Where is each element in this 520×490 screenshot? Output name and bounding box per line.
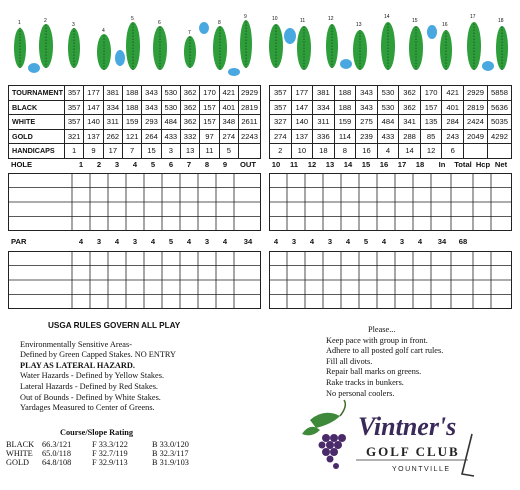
- yardage-cell: 401: [442, 100, 464, 115]
- slope-front: F 32.7/119: [92, 449, 128, 458]
- yardage-cell: 170: [200, 86, 219, 101]
- handicap-cell: [488, 144, 512, 159]
- par-value: 4: [309, 237, 315, 246]
- map-hole-number: 4: [102, 28, 105, 34]
- yardage-cell: 327: [270, 115, 292, 130]
- table-row: [9, 86, 261, 101]
- table-row: [9, 100, 261, 115]
- handicap-cell: 11: [200, 144, 219, 159]
- par-total-value: 68: [458, 237, 468, 246]
- slope-back: B 31.9/103: [152, 458, 189, 467]
- slope-heading: Course/Slope Rating: [60, 428, 134, 437]
- hole-number: 5: [150, 160, 156, 169]
- table-row: [270, 144, 512, 159]
- hole-number: 10: [271, 160, 281, 169]
- hole-number: 3: [114, 160, 120, 169]
- yardage-cell: 357: [270, 86, 292, 101]
- map-hole-number: 15: [412, 18, 418, 24]
- slope-front: F 33.3/122: [92, 440, 128, 449]
- hole-number: 15: [361, 160, 371, 169]
- par-value: 4: [78, 237, 84, 246]
- table-row: [270, 129, 512, 144]
- par-value: 4: [114, 237, 120, 246]
- yardage-cell: 188: [122, 86, 141, 101]
- yardage-total-cell: 2611: [239, 115, 261, 130]
- yardage-cell: 332: [180, 129, 199, 144]
- back-score-grid-upper[interactable]: [269, 173, 512, 231]
- hole-total-label: Total: [454, 160, 472, 169]
- yardage-cell: 137: [291, 129, 313, 144]
- logo-name: Vintner's: [358, 412, 457, 441]
- hole-number: 12: [307, 160, 317, 169]
- map-hole-number: 13: [356, 22, 362, 28]
- yardage-total-cell: 5035: [488, 115, 512, 130]
- map-hole-number: 16: [442, 22, 448, 28]
- rule-line: Defined by Green Capped Stakes. NO ENTRY: [20, 350, 176, 360]
- yardage-cell: 362: [399, 86, 421, 101]
- yardage-cell: 362: [180, 115, 199, 130]
- par-value: 4: [273, 237, 279, 246]
- yardage-cell: 311: [313, 115, 335, 130]
- yardage-cell: 348: [219, 115, 238, 130]
- rules-heading: USGA RULES GOVERN ALL PLAY: [48, 321, 181, 330]
- course-slope-rating: [6, 428, 266, 467]
- par-value: 3: [327, 237, 333, 246]
- front-nine-hole-maps: [8, 6, 258, 78]
- map-hole-number: 3: [72, 22, 75, 28]
- tee-label: GOLD: [9, 129, 65, 144]
- yardage-cell: 357: [270, 100, 292, 115]
- table-row: [9, 144, 261, 159]
- handicap-cell: 8: [334, 144, 356, 159]
- slope-back: B 33.0/120: [152, 440, 189, 449]
- slope-tee: BLACK: [6, 440, 35, 449]
- etiquette-line: Adhere to all posted golf cart rules.: [326, 346, 444, 356]
- yardage-cell: 85: [420, 129, 442, 144]
- logo-town: YOUNTVILLE: [392, 466, 451, 473]
- yardage-cell: 334: [103, 100, 122, 115]
- slope-front: F 32.9/113: [92, 458, 128, 467]
- yardage-cell: 381: [313, 86, 335, 101]
- yardage-total-cell: 4292: [488, 129, 512, 144]
- table-row: [9, 115, 261, 130]
- yardage-cell: 170: [420, 86, 442, 101]
- handicap-cell: [239, 144, 261, 159]
- yardage-cell: 239: [356, 129, 378, 144]
- par-value: 4: [186, 237, 192, 246]
- yardage-cell: 484: [161, 115, 180, 130]
- yardage-cell: 421: [442, 86, 464, 101]
- yardage-total-cell: 5636: [488, 100, 512, 115]
- etiquette-line: No personal coolers.: [326, 388, 395, 398]
- please-heading: Please...: [368, 325, 396, 334]
- yardage-cell: 334: [313, 100, 335, 115]
- tee-label: TOURNAMENT: [9, 86, 65, 101]
- yardage-cell: 530: [377, 86, 399, 101]
- yardage-cell: 188: [122, 100, 141, 115]
- map-hole-number: 6: [158, 20, 161, 26]
- yardage-cell: 321: [65, 129, 84, 144]
- yardage-in-cell: 2424: [464, 115, 488, 130]
- hole-hcp-label: Hcp: [475, 160, 491, 169]
- vintners-logo: [296, 394, 496, 486]
- yardage-cell: 97: [200, 129, 219, 144]
- slope-row: [6, 458, 266, 467]
- table-row: [270, 115, 512, 130]
- yardage-cell: 530: [161, 86, 180, 101]
- yardage-total-cell: 2929: [239, 86, 261, 101]
- score-grid-lines: [8, 251, 261, 309]
- yardage-cell: 275: [356, 115, 378, 130]
- slope-back: B 32.3/117: [152, 449, 189, 458]
- par-value: 3: [291, 237, 297, 246]
- hole-number: 2: [96, 160, 102, 169]
- yardage-cell: 147: [84, 100, 103, 115]
- tee-label: WHITE: [9, 115, 65, 130]
- yardage-cell: 357: [65, 115, 84, 130]
- yardage-cell: 362: [180, 100, 199, 115]
- back-score-grid-lower[interactable]: [269, 251, 512, 309]
- back-hole-header: [269, 160, 512, 170]
- yardage-cell: 343: [356, 100, 378, 115]
- score-grid-lines: [269, 251, 512, 309]
- rule-line: PLAY AS LATERAL HAZARD.: [20, 360, 135, 370]
- par-in-value: 34: [437, 237, 447, 246]
- handicap-cell: 2: [270, 144, 292, 159]
- par-value: 3: [204, 237, 210, 246]
- par-value: 4: [150, 237, 156, 246]
- yardage-cell: 336: [313, 129, 335, 144]
- hole-number: 14: [343, 160, 353, 169]
- handicap-cell: 15: [142, 144, 161, 159]
- etiquette-line: Repair ball marks on greens.: [326, 367, 422, 377]
- map-hole-number: 17: [470, 14, 476, 20]
- slope-tee: GOLD: [6, 458, 30, 467]
- yardage-cell: 264: [142, 129, 161, 144]
- handicap-cell: 16: [356, 144, 378, 159]
- map-hole-number: 5: [131, 16, 134, 22]
- map-hole-number: 2: [44, 18, 47, 24]
- tee-label: BLACK: [9, 100, 65, 115]
- hole-number: 18: [415, 160, 425, 169]
- yardage-cell: 311: [103, 115, 122, 130]
- yardage-cell: 274: [219, 129, 238, 144]
- yardage-cell: 343: [142, 100, 161, 115]
- yardage-cell: 530: [161, 100, 180, 115]
- handicap-cell: 18: [313, 144, 335, 159]
- etiquette-line: Keep pace with group in front.: [326, 335, 428, 345]
- local-rules: [20, 321, 255, 414]
- front-score-grid-upper[interactable]: [8, 173, 261, 231]
- hole-number: 8: [204, 160, 210, 169]
- yardage-cell: 362: [180, 86, 199, 101]
- front-score-grid-lower[interactable]: [8, 251, 261, 309]
- par-value: 5: [363, 237, 369, 246]
- hole-number: 11: [289, 160, 299, 169]
- handicap-cell: 13: [180, 144, 199, 159]
- par-value: 5: [168, 237, 174, 246]
- map-hole-number: 12: [328, 16, 334, 22]
- slope-row: [6, 449, 266, 458]
- rule-line: Environmentally Sensitive Areas-: [20, 339, 132, 349]
- hole-number: 7: [186, 160, 192, 169]
- rule-line: Out of Bounds - Defined by White Stakes.: [20, 392, 161, 402]
- yardage-cell: 433: [377, 129, 399, 144]
- yardage-cell: 343: [356, 86, 378, 101]
- table-row: [270, 100, 512, 115]
- handicap-cell: 1: [65, 144, 84, 159]
- yardage-cell: 157: [200, 115, 219, 130]
- slope-row: [6, 440, 266, 449]
- front-nine-yardage-table: [8, 85, 261, 159]
- tee-label: HANDICAPS: [9, 144, 65, 159]
- yardage-cell: 401: [219, 100, 238, 115]
- map-hole-number: 18: [498, 18, 504, 24]
- yardage-cell: 274: [270, 129, 292, 144]
- handicap-cell: 10: [291, 144, 313, 159]
- rule-line: Lateral Hazards - Defined by Red Stakes.: [20, 381, 158, 391]
- par-value: 3: [132, 237, 138, 246]
- par-value: 3: [96, 237, 102, 246]
- etiquette-line: Rake tracks in bunkers.: [326, 377, 404, 387]
- back-par-row: [269, 237, 512, 247]
- table-row: [9, 129, 261, 144]
- yardage-cell: 135: [420, 115, 442, 130]
- map-hole-number: 1: [18, 20, 21, 26]
- handicap-cell: 5: [219, 144, 238, 159]
- yardage-cell: 177: [291, 86, 313, 101]
- yardage-cell: 140: [84, 115, 103, 130]
- logo-subtitle: GOLF CLUB: [366, 444, 460, 459]
- hole-out-label: OUT: [239, 160, 257, 169]
- rule-line: Water Hazards - Defined by Yellow Stakes.: [20, 371, 165, 381]
- par-value: 4: [222, 237, 228, 246]
- yardage-cell: 343: [142, 86, 161, 101]
- map-hole-number: 9: [244, 14, 247, 20]
- handicap-cell: 7: [122, 144, 141, 159]
- yardage-total-cell: 5858: [488, 86, 512, 101]
- par-label: PAR: [11, 237, 27, 246]
- handicap-cell: 6: [442, 144, 464, 159]
- yardage-total-cell: 2243: [239, 129, 261, 144]
- par-value: 4: [417, 237, 423, 246]
- yardage-cell: 293: [142, 115, 161, 130]
- hole-in-label: In: [438, 160, 446, 169]
- hole-number: 9: [222, 160, 228, 169]
- course-etiquette: [326, 325, 510, 399]
- slope-tee: WHITE: [6, 449, 33, 458]
- yardage-cell: 157: [200, 100, 219, 115]
- handicap-cell: 17: [103, 144, 122, 159]
- yardage-cell: 421: [219, 86, 238, 101]
- par-value: 3: [399, 237, 405, 246]
- yardage-cell: 114: [334, 129, 356, 144]
- yardage-in-cell: 2929: [464, 86, 488, 101]
- yardage-cell: 159: [122, 115, 141, 130]
- handicap-cell: 14: [399, 144, 421, 159]
- score-grid-lines: [269, 173, 512, 231]
- table-row: [270, 86, 512, 101]
- slope-rating: 64.8/108: [42, 458, 72, 467]
- handicap-cell: 9: [84, 144, 103, 159]
- hole-number: 17: [397, 160, 407, 169]
- back-nine-hole-maps: [264, 6, 514, 78]
- hole-label: HOLE: [11, 160, 33, 169]
- hole-number: 13: [325, 160, 335, 169]
- hole-number: 16: [379, 160, 389, 169]
- score-grid-lines: [8, 173, 261, 231]
- hole-net-label: Net: [494, 160, 508, 169]
- yardage-in-cell: 2049: [464, 129, 488, 144]
- yardage-cell: 262: [103, 129, 122, 144]
- yardage-cell: 243: [442, 129, 464, 144]
- yardage-cell: 188: [334, 86, 356, 101]
- yardage-cell: 140: [291, 115, 313, 130]
- yardage-cell: 121: [122, 129, 141, 144]
- slope-rating: 66.3/121: [42, 440, 72, 449]
- yardage-cell: 357: [65, 100, 84, 115]
- yardage-cell: 284: [442, 115, 464, 130]
- slope-rating: 65.0/118: [42, 449, 71, 458]
- handicap-cell: [464, 144, 488, 159]
- yardage-cell: 157: [420, 100, 442, 115]
- map-hole-number: 8: [218, 20, 221, 26]
- map-hole-number: 10: [272, 16, 278, 22]
- map-hole-number: 14: [384, 14, 390, 20]
- handicap-cell: 12: [420, 144, 442, 159]
- yardage-cell: 159: [334, 115, 356, 130]
- par-out-value: 34: [243, 237, 253, 246]
- yardage-total-cell: 2819: [239, 100, 261, 115]
- yardage-cell: 484: [377, 115, 399, 130]
- map-hole-number: 11: [300, 18, 306, 24]
- hole-number: 1: [78, 160, 84, 169]
- yardage-cell: 433: [161, 129, 180, 144]
- back-nine-yardage-table: [269, 85, 512, 159]
- yardage-in-cell: 2819: [464, 100, 488, 115]
- yardage-cell: 530: [377, 100, 399, 115]
- handicap-cell: 3: [161, 144, 180, 159]
- yardage-cell: 362: [399, 100, 421, 115]
- front-par-row: [8, 237, 261, 247]
- front-hole-header: [8, 160, 261, 170]
- yardage-cell: 288: [399, 129, 421, 144]
- map-hole-number: 7: [188, 30, 191, 36]
- yardage-cell: 188: [334, 100, 356, 115]
- hole-number: 6: [168, 160, 174, 169]
- etiquette-line: Fill all divots.: [326, 356, 373, 366]
- yardage-cell: 177: [84, 86, 103, 101]
- yardage-cell: 147: [291, 100, 313, 115]
- par-value: 4: [381, 237, 387, 246]
- par-value: 4: [345, 237, 351, 246]
- yardage-cell: 381: [103, 86, 122, 101]
- yardage-cell: 341: [399, 115, 421, 130]
- hole-number: 4: [132, 160, 138, 169]
- yardage-cell: 357: [65, 86, 84, 101]
- yardage-cell: 137: [84, 129, 103, 144]
- rule-line: Yardages Measured to Center of Greens.: [20, 403, 155, 413]
- handicap-cell: 4: [377, 144, 399, 159]
